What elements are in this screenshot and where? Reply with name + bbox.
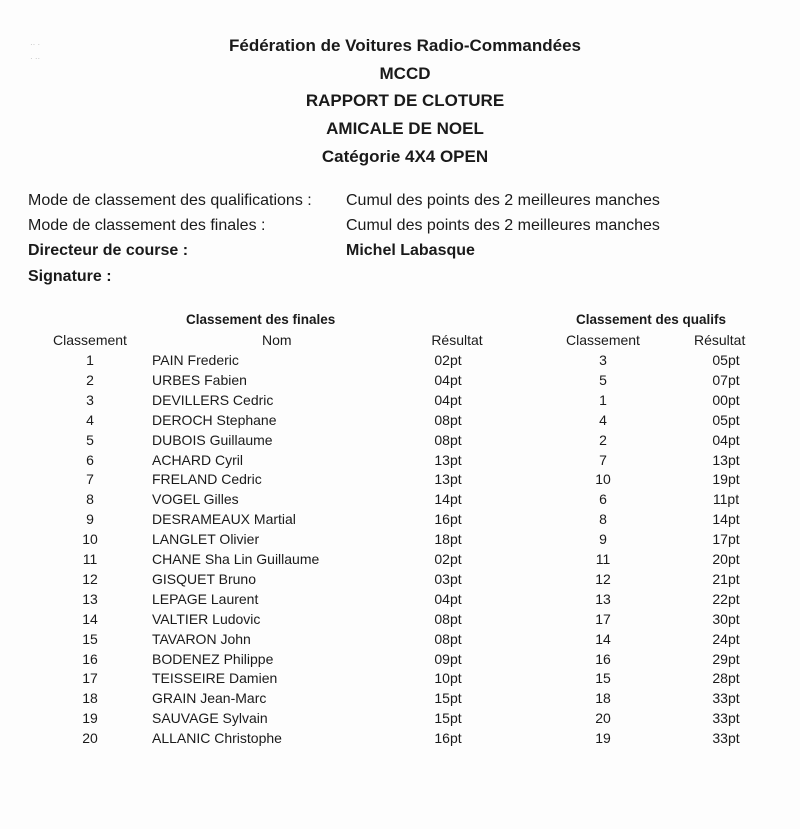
result-cell: 02pt [434, 551, 462, 567]
qual-result-cell: 14pt [712, 511, 740, 528]
rank-cell: 14 [82, 610, 98, 627]
table-row [0, 611, 800, 631]
qual-result-cell: 05pt [712, 411, 740, 428]
qual-result-cell: 19pt [712, 471, 740, 488]
result-cell: 02pt [434, 352, 462, 368]
name-cell: GRAIN Jean-Marc [152, 690, 267, 707]
qual-rank-cell: 13 [595, 590, 611, 607]
table-row [0, 372, 800, 392]
result-cell: 08pt [434, 610, 462, 627]
qual-rank-cell: 3 [599, 352, 607, 368]
rank-cell: 9 [86, 511, 94, 528]
rank-cell: 17 [82, 670, 98, 687]
result-cell: 13pt [434, 451, 462, 468]
name-cell: CHANE Sha Lin Guillaume [152, 551, 320, 567]
result-cell: 04pt [434, 371, 462, 388]
rank-cell: 13 [82, 590, 98, 607]
name-cell: ACHARD Cyril [152, 451, 243, 468]
table-row [0, 491, 800, 511]
qual-rank-cell: 2 [599, 431, 607, 448]
qual-result-cell: 07pt [712, 371, 740, 388]
table-row [0, 651, 800, 671]
scan-artifact: ·· · · ·· [30, 40, 41, 63]
signature-label: Signature : [28, 268, 112, 285]
name-cell: URBES Fabien [152, 371, 247, 388]
rank-cell: 7 [86, 471, 94, 488]
name-cell: VALTIER Ludovic [152, 610, 261, 627]
name-cell: FRELAND Cedric [152, 471, 262, 488]
result-cell: 08pt [434, 630, 462, 647]
table-row [0, 471, 800, 491]
rank-cell: 10 [82, 531, 98, 548]
qual-rank-cell: 17 [595, 610, 611, 627]
name-cell: BODENEZ Philippe [152, 650, 274, 667]
qual-result-cell: 13pt [712, 451, 740, 468]
qual-result-cell: 29pt [712, 650, 740, 667]
name-cell: TEISSEIRE Damien [152, 670, 278, 687]
table-row [0, 392, 800, 412]
qual-rank-cell: 6 [599, 491, 607, 508]
table-row [0, 452, 800, 472]
qual-mode-label: Mode de classement des qualifications : [28, 192, 312, 209]
final-mode-value: Cumul des points des 2 meilleures manches [346, 217, 660, 234]
club-title: MCCD [379, 64, 431, 83]
qual-result-cell: 30pt [712, 610, 740, 627]
category-title: Catégorie 4X4 OPEN [321, 147, 489, 166]
event-title: AMICALE DE NOEL [326, 119, 484, 138]
name-cell: LANGLET Olivier [152, 531, 260, 548]
rank-cell: 12 [82, 570, 98, 587]
qual-rank-cell: 20 [595, 710, 611, 727]
rank-cell: 15 [82, 630, 98, 647]
qual-rank-cell: 11 [595, 551, 611, 567]
qual-result-cell: 33pt [712, 730, 740, 747]
result-cell: 08pt [434, 431, 462, 448]
table-row [0, 432, 800, 452]
qual-rank-cell: 9 [599, 531, 607, 548]
table-row [0, 631, 800, 651]
federation-title: Fédération de Voitures Radio-Commandées [228, 36, 582, 55]
rank-cell: 18 [82, 690, 98, 707]
qual-rank-cell: 1 [599, 391, 607, 408]
rank-cell: 4 [86, 411, 94, 428]
table-row [0, 412, 800, 432]
name-cell: DUBOIS Guillaume [152, 431, 273, 448]
col-qual-rank-header: Classement [566, 332, 640, 348]
rank-cell: 5 [86, 431, 94, 448]
qual-result-cell: 20pt [712, 551, 740, 567]
table-row [0, 511, 800, 531]
result-cell: 10pt [434, 670, 462, 687]
qual-rank-cell: 18 [595, 690, 611, 707]
name-cell: DEROCH Stephane [152, 411, 277, 428]
name-cell: DEVILLERS Cedric [152, 391, 274, 408]
qual-rank-cell: 4 [599, 411, 607, 428]
qual-rank-cell: 19 [595, 730, 611, 747]
result-cell: 16pt [434, 511, 462, 528]
result-cell: 09pt [434, 650, 462, 667]
rank-cell: 16 [82, 650, 98, 667]
name-cell: PAIN Frederic [152, 352, 239, 368]
finals-section-title: Classement des finales [186, 312, 336, 327]
result-cell: 04pt [434, 391, 462, 408]
qual-result-cell: 33pt [712, 690, 740, 707]
name-cell: GISQUET Bruno [152, 570, 257, 587]
name-cell: LEPAGE Laurent [152, 590, 259, 607]
table-row [0, 730, 800, 750]
qual-result-cell: 00pt [712, 391, 740, 408]
final-mode-label: Mode de classement des finales : [28, 217, 266, 234]
col-name-header: Nom [262, 332, 292, 348]
result-cell: 08pt [434, 411, 462, 428]
rank-cell: 8 [86, 491, 94, 508]
table-row [0, 352, 800, 372]
col-result-header: Résultat [431, 332, 483, 348]
rank-cell: 11 [82, 551, 98, 567]
qual-rank-cell: 7 [599, 451, 607, 468]
rank-cell: 3 [86, 391, 94, 408]
rank-cell: 2 [86, 371, 94, 388]
table-row [0, 710, 800, 730]
result-cell: 16pt [434, 730, 462, 747]
name-cell: ALLANIC Christophe [152, 730, 282, 747]
result-cell: 15pt [434, 710, 462, 727]
director-label: Directeur de course : [28, 242, 189, 259]
name-cell: VOGEL Gilles [152, 491, 239, 508]
qual-result-cell: 33pt [712, 710, 740, 727]
rank-cell: 19 [82, 710, 98, 727]
result-cell: 18pt [434, 531, 462, 548]
name-cell: DESRAMEAUX Martial [152, 511, 296, 528]
qual-rank-cell: 14 [595, 630, 611, 647]
result-cell: 13pt [434, 471, 462, 488]
result-cell: 04pt [434, 590, 462, 607]
result-cell: 14pt [434, 491, 462, 508]
qual-rank-cell: 5 [599, 371, 607, 388]
qual-rank-cell: 10 [595, 471, 611, 488]
qual-result-cell: 05pt [712, 352, 740, 368]
table-row [0, 690, 800, 710]
rank-cell: 6 [86, 451, 94, 468]
name-cell: TAVARON John [152, 630, 251, 647]
qual-result-cell: 22pt [712, 590, 740, 607]
qual-mode-value: Cumul des points des 2 meilleures manches [346, 192, 660, 209]
rank-cell: 20 [82, 730, 98, 747]
result-cell: 03pt [434, 570, 462, 587]
qual-result-cell: 04pt [712, 431, 740, 448]
director-value: Michel Labasque [346, 242, 475, 259]
name-cell: SAUVAGE Sylvain [152, 710, 268, 727]
table-row [0, 551, 800, 571]
col-rank-header: Classement [53, 332, 127, 348]
qual-result-cell: 11pt [712, 491, 740, 508]
quals-section-title: Classement des qualifs [576, 312, 727, 327]
qual-rank-cell: 16 [595, 650, 611, 667]
rank-cell: 1 [86, 352, 94, 368]
col-qual-result-header: Résultat [694, 332, 746, 348]
qual-rank-cell: 8 [599, 511, 607, 528]
qual-rank-cell: 15 [595, 670, 611, 687]
qual-result-cell: 17pt [712, 531, 740, 548]
report-title: RAPPORT DE CLOTURE [305, 91, 505, 110]
qual-result-cell: 24pt [712, 630, 740, 647]
qual-result-cell: 21pt [712, 570, 740, 587]
table-row [0, 571, 800, 591]
result-cell: 15pt [434, 690, 462, 707]
table-row [0, 591, 800, 611]
qual-result-cell: 28pt [712, 670, 740, 687]
table-row [0, 670, 800, 690]
qual-rank-cell: 12 [595, 570, 611, 587]
table-row [0, 531, 800, 551]
